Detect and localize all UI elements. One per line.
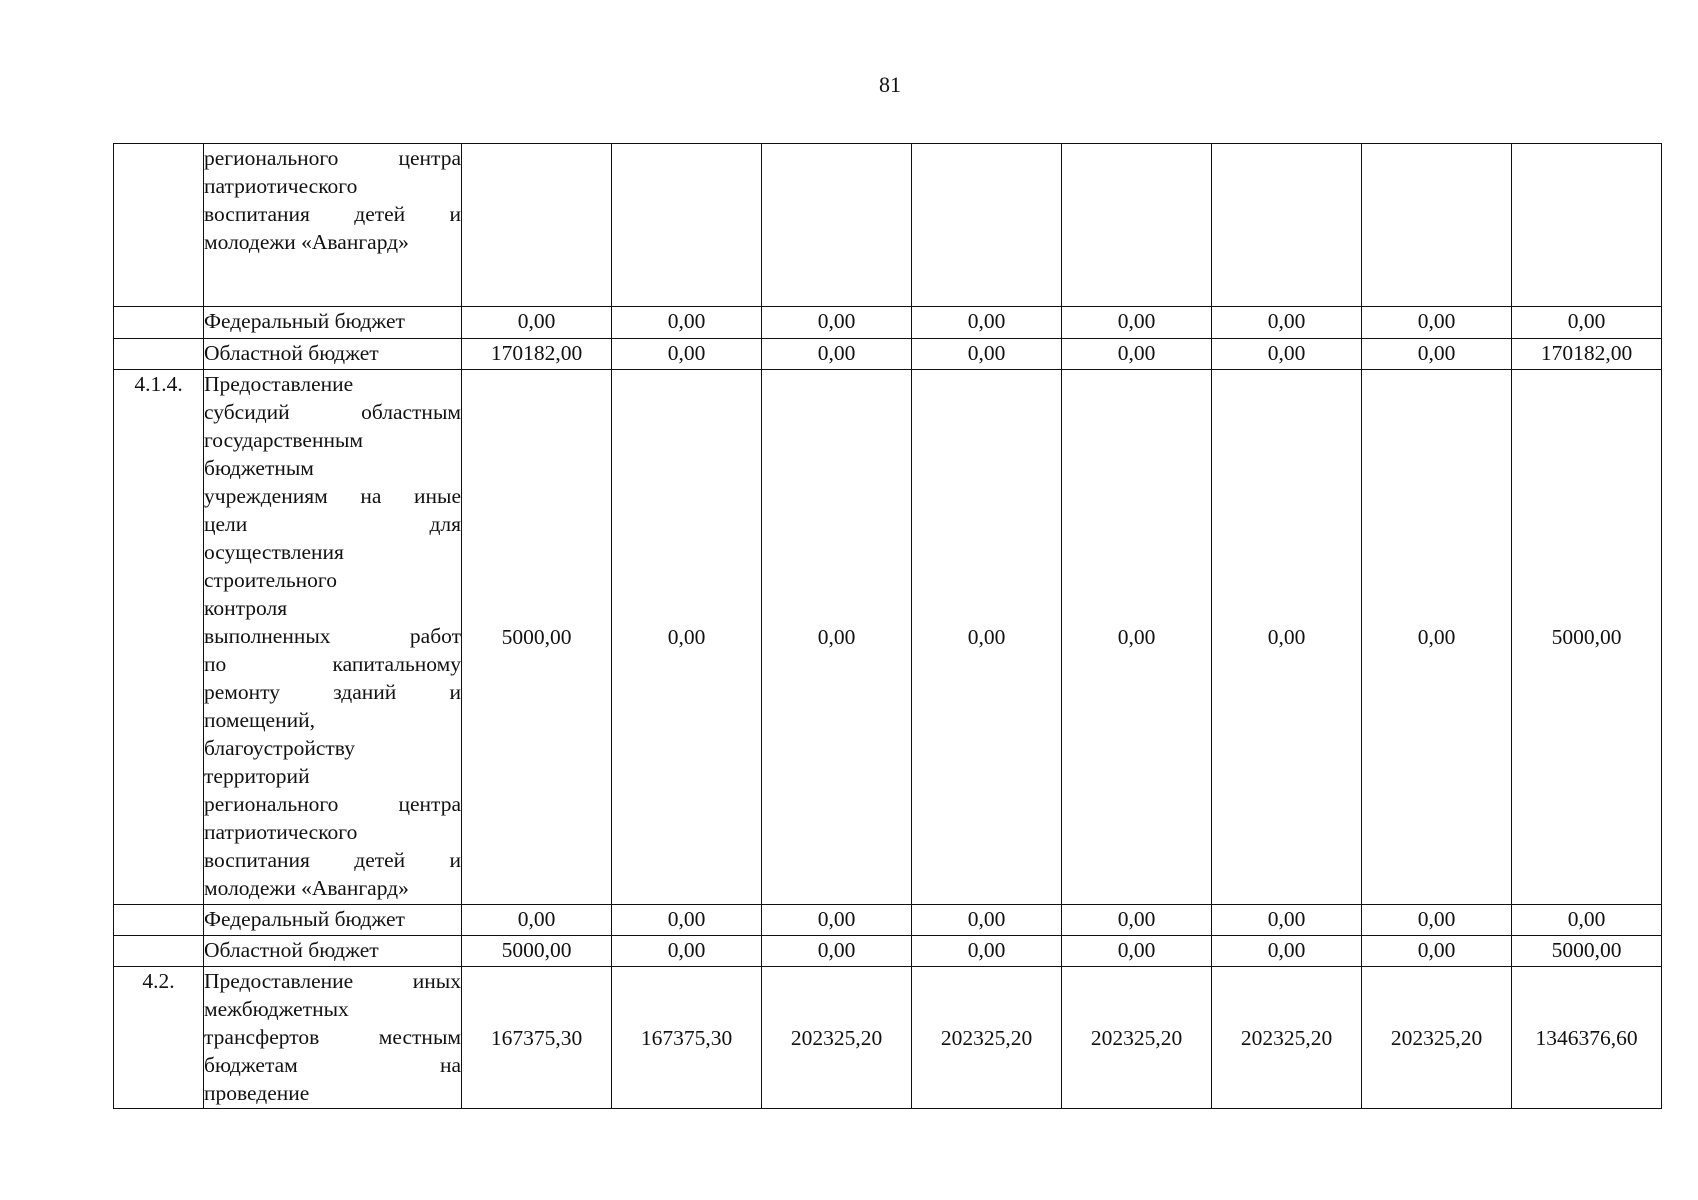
- budget-source-label: Областной бюджет: [204, 938, 379, 962]
- row-description: [204, 339, 462, 370]
- value-cell: 0,00: [612, 307, 762, 339]
- value-cell: 0,00: [462, 307, 612, 339]
- budget-table: [113, 143, 1662, 1109]
- description-line: по капитальному: [204, 652, 461, 676]
- row-description: [204, 144, 462, 307]
- value-cell: [1362, 144, 1512, 307]
- value-cell: 0,00: [912, 339, 1062, 370]
- value-cell: 170182,00: [462, 339, 612, 370]
- row-description: [204, 967, 462, 1109]
- value-cell: 0,00: [1062, 370, 1212, 905]
- budget-source-label: Федеральный бюджет: [204, 907, 405, 931]
- value-cell: 167375,30: [462, 967, 612, 1109]
- value-cell: 0,00: [912, 307, 1062, 339]
- value-cell: 202325,20: [762, 967, 912, 1109]
- value-cell: 0,00: [612, 370, 762, 905]
- description-line: учреждениям на иные: [204, 484, 461, 508]
- value-cell: [912, 144, 1062, 307]
- description-line: молодежи «Авангард»: [204, 876, 409, 900]
- value-cell: 0,00: [612, 936, 762, 967]
- value-cell: 0,00: [612, 339, 762, 370]
- description-line: Предоставление иных: [204, 969, 461, 993]
- value-cell: 0,00: [762, 936, 912, 967]
- value-cell: 0,00: [1212, 936, 1362, 967]
- value-cell: 0,00: [912, 905, 1062, 936]
- value-cell: 167375,30: [612, 967, 762, 1109]
- row-description: [204, 905, 462, 936]
- table-body: [114, 144, 1662, 1109]
- value-cell: 0,00: [1062, 307, 1212, 339]
- row-code: 4.1.4.: [114, 370, 204, 905]
- value-cell: 0,00: [762, 339, 912, 370]
- value-cell: 0,00: [762, 307, 912, 339]
- description-line: территорий: [204, 764, 310, 788]
- value-cell: 0,00: [1212, 307, 1362, 339]
- description-line: бюджетам на: [204, 1053, 461, 1077]
- table-row: [114, 370, 1662, 905]
- value-cell: 1346376,60: [1512, 967, 1662, 1109]
- row-code: [114, 905, 204, 936]
- value-cell: 0,00: [912, 370, 1062, 905]
- row-code: [114, 307, 204, 339]
- budget-source-label: Федеральный бюджет: [204, 309, 405, 333]
- value-cell: 202325,20: [1062, 967, 1212, 1109]
- value-cell: 0,00: [762, 905, 912, 936]
- description-line: выполненных работ: [204, 624, 461, 648]
- row-description: [204, 307, 462, 339]
- value-cell: 0,00: [612, 905, 762, 936]
- description-line: контроля: [204, 596, 288, 620]
- value-cell: 0,00: [912, 936, 1062, 967]
- page-number: 81: [879, 72, 901, 97]
- value-cell: 5000,00: [462, 370, 612, 905]
- row-code: 4.2.: [114, 967, 204, 1109]
- value-cell: [462, 144, 612, 307]
- description-line: Предоставление: [204, 372, 354, 396]
- description-line: строительного: [204, 568, 337, 592]
- description-line: цели для: [204, 512, 461, 536]
- description-line: трансфертов местным: [204, 1025, 461, 1049]
- value-cell: 0,00: [1362, 307, 1512, 339]
- table-row: [114, 339, 1662, 370]
- description-line: бюджетным: [204, 456, 314, 480]
- description-line: осуществления: [204, 540, 344, 564]
- description-line: молодежи «Авангард»: [204, 230, 409, 254]
- description-line: регионального центра: [204, 146, 461, 170]
- value-cell: 202325,20: [1362, 967, 1512, 1109]
- value-cell: 0,00: [462, 905, 612, 936]
- value-cell: [762, 144, 912, 307]
- value-cell: [1212, 144, 1362, 307]
- table-row: [114, 905, 1662, 936]
- value-cell: [1512, 144, 1662, 307]
- row-code: [114, 339, 204, 370]
- row-code: [114, 936, 204, 967]
- value-cell: 0,00: [1362, 339, 1512, 370]
- description-line: помещений,: [204, 708, 315, 732]
- value-cell: 170182,00: [1512, 339, 1662, 370]
- table-row: [114, 936, 1662, 967]
- description-line: межбюджетных: [204, 997, 349, 1021]
- table-row: [114, 307, 1662, 339]
- value-cell: 202325,20: [1212, 967, 1362, 1109]
- value-cell: [612, 144, 762, 307]
- value-cell: 0,00: [1062, 905, 1212, 936]
- description-line: проведение: [204, 1081, 310, 1105]
- description-line: благоустройству: [204, 736, 355, 760]
- table-row: [114, 144, 1662, 307]
- value-cell: 5000,00: [462, 936, 612, 967]
- row-description: [204, 936, 462, 967]
- value-cell: 0,00: [1362, 905, 1512, 936]
- description-line: ремонту зданий и: [204, 680, 461, 704]
- description-line: государственным: [204, 428, 364, 452]
- value-cell: 5000,00: [1512, 370, 1662, 905]
- value-cell: 0,00: [1362, 936, 1512, 967]
- description-line: регионального центра: [204, 792, 461, 816]
- row-code: [114, 144, 204, 307]
- value-cell: 0,00: [1212, 370, 1362, 905]
- value-cell: 0,00: [1212, 339, 1362, 370]
- description-line: воспитания детей и: [204, 202, 461, 226]
- description-line: патриотического: [204, 174, 358, 198]
- value-cell: 0,00: [762, 370, 912, 905]
- value-cell: 202325,20: [912, 967, 1062, 1109]
- description-line: воспитания детей и: [204, 848, 461, 872]
- budget-source-label: Областной бюджет: [204, 341, 379, 365]
- value-cell: [1062, 144, 1212, 307]
- value-cell: 0,00: [1062, 936, 1212, 967]
- description-line: субсидий областным: [204, 400, 461, 424]
- value-cell: 0,00: [1062, 339, 1212, 370]
- description-line: патриотического: [204, 820, 358, 844]
- value-cell: 0,00: [1362, 370, 1512, 905]
- value-cell: 5000,00: [1512, 936, 1662, 967]
- value-cell: 0,00: [1512, 905, 1662, 936]
- row-description: [204, 370, 462, 905]
- value-cell: 0,00: [1512, 307, 1662, 339]
- value-cell: 0,00: [1212, 905, 1362, 936]
- table-row: [114, 967, 1662, 1109]
